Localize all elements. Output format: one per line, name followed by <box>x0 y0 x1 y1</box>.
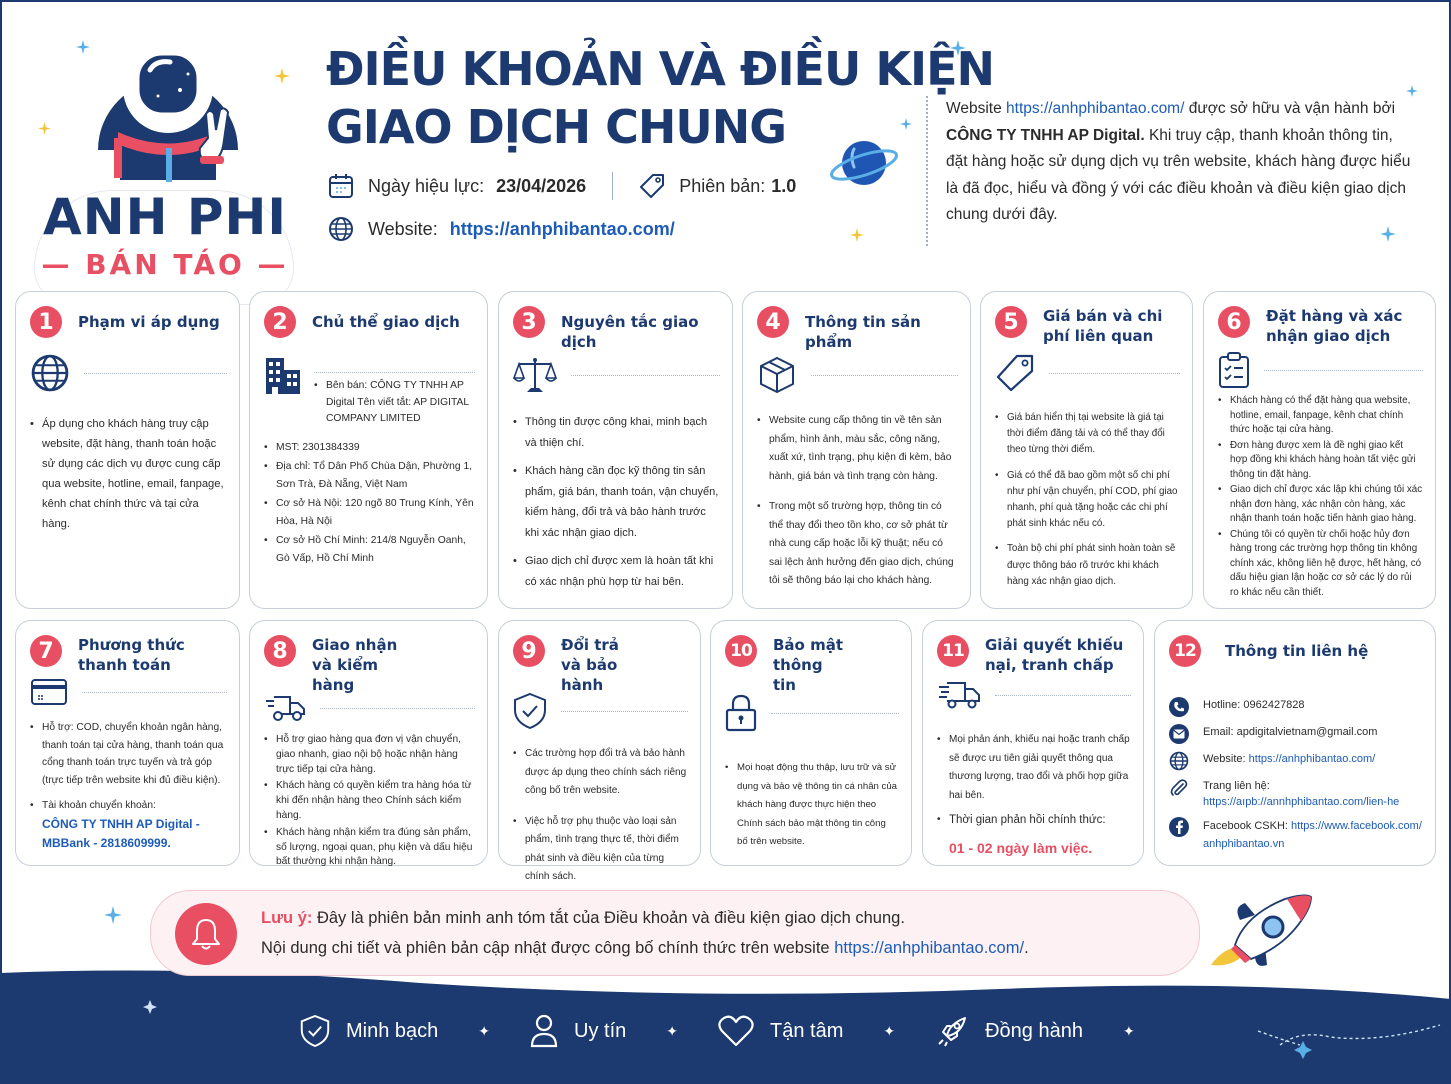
bullet-item: • Đơn hàng được xem là đề nghị giao kết hợp đồng khi khách hàng hoàn tất việc gửi thông tin đặt hàng. <box>1218 439 1423 483</box>
shield-check-icon <box>513 692 547 730</box>
section-card-9 <box>498 620 701 882</box>
value-label: Uy tín <box>574 1019 627 1042</box>
notice-line-1 <box>261 909 905 928</box>
intro-text: Khi truy cập, thanh khoản thông tin, đặt hàng hoặc sử dụng dịch vụ trên website, khách hàng được hiểu là đã đọc, hiểu và đồng ý với các điều khoản và điều kiện giao dịch chung dưới đây. <box>946 126 1411 223</box>
section-card-8 <box>249 620 488 866</box>
effective-date: 23/04/2026 <box>496 175 587 196</box>
delivery-truck-icon <box>264 694 306 722</box>
section-number: 1 <box>30 306 62 338</box>
intro-paragraph <box>926 96 1416 246</box>
value-companion <box>935 1014 1083 1048</box>
calendar-icon <box>328 173 354 199</box>
price-tag-icon <box>995 353 1035 393</box>
scales-icon <box>513 356 557 394</box>
bullet-item: • Áp dụng cho khách hàng truy cập website, đặt hàng, thanh toán hoặc sử dụng các dịch vụ được cung cấp qua website, hotline, email, fanpage, kênh chat chính thức và tại cửa hàng. <box>30 414 227 534</box>
title-line-1: ĐIỀU KHOẢN VÀ ĐIỀU KIỆN <box>326 42 995 96</box>
bank-account-line-1: CÔNG TY TNHH AP Digital - <box>42 816 200 831</box>
section-card-12 <box>1154 620 1436 866</box>
contact-page[interactable] <box>1169 778 1423 810</box>
brand-name: ANH PHI <box>43 188 287 246</box>
response-time: 01 - 02 ngày làm việc. <box>949 839 1093 856</box>
section-title: Đổi trả và bảo hành <box>561 636 619 694</box>
bullet-item: • Giao dịch chỉ được xác lập khi chúng tôi xác nhận đơn hàng, xác nhận còn hàng, xác nhận thanh toán hoặc tiến hành giao hàng. <box>1218 483 1423 527</box>
contact-value: apdigitalvietnam@gmail.com <box>1236 726 1378 738</box>
bullet-item: • Chúng tôi có quyền từ chối hoặc hủy đơn hàng trong các trường hợp thông tin không chính xác, không liên hệ được, hết hàng, có dấu hiệu gian lận hoặc cơ sở các lý do rủi ro khác nếu cần thiết. <box>1218 528 1423 601</box>
bullet-item: • Khách hàng có thể đặt hàng qua website, hotline, email, fanpage, kênh chat chính thức hoặc tại cửa hàng. <box>1218 394 1423 438</box>
intro-website-link[interactable]: https://anhphibantao.com/ <box>1006 100 1185 117</box>
notice-text: Nội dung chi tiết và phiên bản cập nhật được công bố chính thức trên website <box>261 939 835 957</box>
sparkle-separator: ✦ <box>1122 1022 1135 1039</box>
user-icon <box>530 1014 558 1048</box>
tag-icon <box>639 173 665 199</box>
bullet-item: • Mọi hoạt động thu thập, lưu trữ và sử dụng và bảo vệ thông tin cá nhân của khách hàng được thực hiện theo Chính sách bảo mật thông tin công bố trên website. <box>725 759 899 852</box>
bullet-item: • Toàn bộ chi phí phát sinh hoàn toàn sẽ được thông báo rõ trước khi khách hàng xác nhận giao dịch. <box>995 541 1180 590</box>
section-title: Đặt hàng và xác nhận giao dịch <box>1266 307 1403 345</box>
heart-icon <box>718 1015 754 1047</box>
sparkle-separator: ✦ <box>666 1022 678 1039</box>
sparkle-separator: ✦ <box>883 1022 896 1039</box>
value-transparency <box>300 1014 438 1048</box>
section-card-7 <box>15 620 240 866</box>
intro-text: được sở hữu và vận hành bởi <box>1184 100 1396 117</box>
shield-check-icon <box>300 1014 330 1048</box>
notice-label: Lưu ý: <box>261 909 313 927</box>
contact-facebook[interactable] <box>1169 817 1423 853</box>
bullet-item: • Khách hàng có quyền kiểm tra hàng hóa từ khi đến nhận hàng theo Chính sách kiểm hàng. <box>264 779 475 823</box>
email-icon <box>1169 724 1189 744</box>
contact-label: Hotline: <box>1203 699 1244 711</box>
globe-icon <box>30 353 70 393</box>
section-card-6 <box>1203 291 1436 609</box>
website-label: Website: <box>368 218 438 239</box>
section-title: Bảo mật thông tin <box>773 636 844 694</box>
rocket-illustration-icon <box>1205 885 1315 975</box>
intro-text: Website <box>946 100 1007 117</box>
core-values-bar <box>300 1014 1175 1048</box>
bullet-item: • Mọi phản ánh, khiếu nại hoặc tranh chấp sẽ được ưu tiên giải quyết thông qua thương lượng, trao đổi và phối hợp giữa hai bên. <box>937 731 1131 805</box>
bullet-item: • Việc hỗ trợ phụ thuộc vào loại sản phẩm, tình trạng thực tế, thời điểm phát sinh và điều kiện của từng chính sách. <box>513 813 688 887</box>
phone-icon <box>1169 697 1189 717</box>
bullet-item: • Bên bán: CÔNG TY TNHH AP Digital Tên viết tắt: AP DIGITAL COMPANY LIMITED <box>314 378 475 428</box>
notice-website-link[interactable]: https://anhphibantao.com/ <box>834 939 1025 957</box>
section-card-4 <box>742 291 971 609</box>
meta-website <box>328 216 675 242</box>
bullet-item: • Website cung cấp thông tin về tên sản phẩm, hình ảnh, màu sắc, công năng, xuất xứ, tình trạng, phụ kiện đi kèm, bảo hành, giá bán và tình trạng còn hàng. <box>757 412 958 486</box>
meta-effective-version <box>328 172 796 200</box>
bullet-item: • Giao dịch chỉ được xem là hoàn tất khi có xác nhận phù hợp từ hai bên. <box>513 551 720 592</box>
section-number: 10 <box>725 635 757 667</box>
contact-label: Website: <box>1203 753 1249 765</box>
section-number: 4 <box>757 306 789 338</box>
section-card-3 <box>498 291 733 609</box>
section-number: 11 <box>937 635 969 667</box>
planet-icon <box>828 135 900 191</box>
value-reputation <box>530 1014 626 1048</box>
section-title: Phạm vi áp dụng <box>78 313 220 331</box>
fast-truck-icon <box>937 680 981 710</box>
bullet-item <box>937 811 1131 857</box>
globe-icon <box>1169 751 1189 771</box>
bullet-item: • Hỗ trợ: COD, chuyển khoản ngân hàng, thanh toán tại cửa hàng, thanh toán qua cổng thanh toán trực tuyến và trả góp (trực tiếp trên website khi đủ điều kiện). <box>30 719 227 789</box>
bullet-item: • Cơ sở Hồ Chí Minh: 214/8 Nguyễn Oanh, Gò Vấp, Hồ Chí Minh <box>264 532 475 567</box>
contact-label: Trang liên hệ: <box>1203 780 1270 792</box>
contact-website-link[interactable]: https://anhphibantao.com/ <box>1248 753 1376 765</box>
value-label: Đồng hành <box>985 1019 1083 1042</box>
notice-text: . <box>1024 939 1029 957</box>
response-time-label: Thời gian phản hồi chính thức: <box>949 814 1106 826</box>
facebook-link-cont[interactable]: anhphibantao.vn <box>1203 838 1285 850</box>
bullet-item <box>30 797 227 853</box>
sparkle-separator: ✦ <box>478 1022 491 1039</box>
building-icon <box>264 356 304 394</box>
section-card-11 <box>922 620 1144 866</box>
facebook-icon <box>1169 817 1189 837</box>
sparkle-star-icon <box>104 906 122 924</box>
bullet-item: • Địa chỉ: Tổ Dân Phố Chùa Dận, Phường 1, Sơn Trà, Đà Nẵng, Việt Nam <box>264 458 475 493</box>
value-dedication <box>718 1015 843 1047</box>
contact-website[interactable] <box>1169 751 1423 771</box>
bullet-item: • Giá có thể đã bao gồm một số chi phí như phí vận chuyển, phí COD, phí giao nhanh, phí quà tặng hoặc các chi phí phát sinh khác nếu có. <box>995 468 1180 533</box>
bullet-item: • Giá bán hiển thị tại website là giá tại thời điểm đăng tải và có thể thay đổi theo từng thời điểm. <box>995 410 1180 459</box>
section-number: 2 <box>264 306 296 338</box>
section-title: Chủ thể giao dịch <box>312 313 460 331</box>
divider <box>612 172 613 200</box>
sparkle-star-icon <box>850 228 864 242</box>
bullet-item: • Hỗ trợ giao hàng qua đơn vị vận chuyển, giao nhanh, giao nội bộ hoặc nhận hàng trực tiếp tại cửa hàng. <box>264 733 475 777</box>
bell-icon <box>175 903 237 965</box>
contact-value: 0962427828 <box>1243 699 1305 711</box>
notice-banner <box>150 890 1200 976</box>
version-value: 1.0 <box>771 175 797 196</box>
astronaut-mascot-icon <box>88 30 248 195</box>
section-card-1 <box>15 291 240 609</box>
section-title: Giao nhận và kiểm hàng <box>312 636 398 694</box>
bank-label: Tài khoản chuyển khoản: <box>42 800 156 811</box>
value-label: Tận tâm <box>770 1019 844 1042</box>
section-title: Thông tin sản phẩm <box>805 313 921 351</box>
section-number: 7 <box>30 635 62 667</box>
section-title: Phương thức thanh toán <box>78 636 185 674</box>
facebook-link[interactable]: https://www.facebook.com/ <box>1291 820 1422 832</box>
section-number: 5 <box>995 306 1027 338</box>
bullet-item: • Thông tin được công khai, minh bạch và thiện chí. <box>513 412 720 453</box>
bullet-item: • Khách hàng nhận kiểm tra đúng sản phẩm, số lượng, ngoại quan, phụ kiện và dấu hiệu bất thường khi nhận hàng. <box>264 826 475 870</box>
notice-line-2 <box>261 939 1029 958</box>
bullet-item: • Trong một số trường hợp, thông tin có thể thay đổi theo tồn kho, cơ sở phát từ nhà cung cấp hoặc lỗi kỹ thuật; nếu có sai lệch ảnh hưởng đến giao dịch, chúng tôi sẽ thông báo lại cho khách hàng. <box>757 498 958 591</box>
contact-page-link[interactable]: https://aıpb://annhphibantao.com/lien-he <box>1203 796 1400 808</box>
section-title: Giải quyết khiếu nại, tranh chấp <box>985 636 1124 674</box>
bullet-item: • Các trường hợp đổi trả và bảo hành được áp dụng theo chính sách riêng công bố trên website. <box>513 745 688 801</box>
contact-label: Email: <box>1203 726 1237 738</box>
section-card-10 <box>710 620 912 866</box>
section-number: 9 <box>513 635 545 667</box>
globe-icon <box>328 216 354 242</box>
section-card-2 <box>249 291 488 609</box>
credit-card-icon <box>30 678 68 706</box>
contact-label: Facebook CSKH: <box>1203 820 1292 832</box>
section-card-5 <box>980 291 1193 609</box>
version-label: Phiên bản: <box>679 175 766 196</box>
section-number: 6 <box>1218 306 1250 338</box>
section-title: Nguyên tắc giao dịch <box>561 313 699 351</box>
paperclip-icon <box>1169 778 1189 798</box>
section-title: Giá bán và chi phí liên quan <box>1043 307 1163 345</box>
website-link[interactable]: https://anhphibantao.com/ <box>449 218 675 239</box>
bank-account-line-2: MBBank - 2818609999. <box>42 835 171 850</box>
contact-email[interactable] <box>1169 724 1423 744</box>
section-number: 3 <box>513 306 545 338</box>
value-label: Minh bạch <box>346 1019 439 1042</box>
intro-company: CÔNG TY TNHH AP Digital. <box>946 126 1145 144</box>
brand-tagline: — BÁN TÁO — <box>41 248 289 281</box>
brand-logo <box>30 20 300 285</box>
lock-icon <box>725 694 757 732</box>
effective-date-label: Ngày hiệu lực: <box>368 175 485 196</box>
bullet-item: • Khách hàng cần đọc kỹ thông tin sản phẩm, giá bán, thanh toán, vận chuyển, kiểm hàng, đổi trả và bảo hành trước khi xác nhận giao dịch. <box>513 461 720 543</box>
contact-hotline[interactable] <box>1169 697 1423 717</box>
box-icon <box>757 355 797 395</box>
notice-text: Đây là phiên bản minh anh tóm tắt của Điều khoản và điều kiện giao dịch chung. <box>312 909 905 927</box>
section-title: Thông tin liên hệ <box>1225 642 1369 660</box>
bullet-item: • MST: 2301384339 <box>264 439 475 457</box>
title-line-2: GIAO DỊCH CHUNG <box>326 100 787 154</box>
section-number: 12 <box>1169 635 1201 667</box>
section-number: 8 <box>264 635 296 667</box>
clipboard-check-icon <box>1218 351 1250 389</box>
rocket-icon <box>935 1014 969 1048</box>
bullet-item: • Cơ sở Hà Nội: 120 ngõ 80 Trung Kính, Yên Hòa, Hà Nội <box>264 495 475 530</box>
